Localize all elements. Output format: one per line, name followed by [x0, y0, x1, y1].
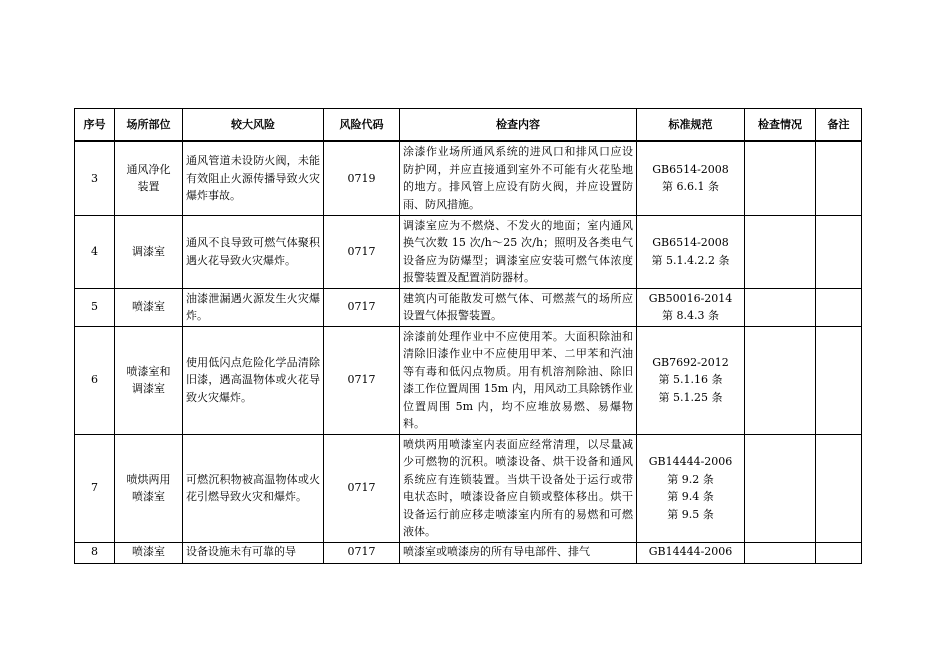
- row-note: [816, 434, 862, 542]
- row-no: 5: [75, 288, 115, 326]
- row-place: 喷漆室和 调漆室: [115, 326, 183, 434]
- table-row: [75, 215, 862, 288]
- row-place: 通风净化 装置: [115, 141, 183, 215]
- row-status: [745, 542, 816, 563]
- row-code: 0719: [324, 141, 400, 215]
- row-no: 3: [75, 141, 115, 215]
- row-note: [816, 288, 862, 326]
- row-status: [745, 215, 816, 288]
- header-code: 风险代码: [324, 109, 400, 142]
- row-content: 建筑内可能散发可燃气体、可燃蒸气的场所应设置气体报警装置。: [400, 288, 637, 326]
- row-note: [816, 326, 862, 434]
- table-row: [75, 141, 862, 215]
- row-no: 6: [75, 326, 115, 434]
- table-row: [75, 326, 862, 434]
- row-status: [745, 141, 816, 215]
- row-code: 0717: [324, 288, 400, 326]
- row-code: 0717: [324, 215, 400, 288]
- header-risk: 较大风险: [183, 109, 324, 142]
- row-place: 调漆室: [115, 215, 183, 288]
- row-content: 调漆室应为不燃烧、不发火的地面；室内通风换气次数 15 次/h～25 次/h；照明及各类电气设备应为防爆型；调漆室应安装可燃气体浓度报警装置及配置消防器材。: [400, 215, 637, 288]
- row-code: 0717: [324, 434, 400, 542]
- row-place: 喷漆室: [115, 288, 183, 326]
- risk-inspection-table: [74, 108, 862, 564]
- header-status: 检查情况: [745, 109, 816, 142]
- row-place: 喷烘两用 喷漆室: [115, 434, 183, 542]
- row-status: [745, 434, 816, 542]
- row-risk: 使用低闪点危险化学品清除旧漆，遇高温物体或火花导致火灾爆炸。: [183, 326, 324, 434]
- row-standard: GB14444-2006: [637, 542, 745, 563]
- table-row: [75, 542, 862, 563]
- header-content: 检查内容: [400, 109, 637, 142]
- header-place: 场所部位: [115, 109, 183, 142]
- row-risk: 可燃沉积物被高温物体或火花引燃导致火灾和爆炸。: [183, 434, 324, 542]
- row-standard: GB6514-2008 第 6.6.1 条: [637, 141, 745, 215]
- row-content: 涂漆作业场所通风系统的进风口和排风口应设防护网，并应直接通到室外不可能有火花坠地的地方。排风管上应设有防火阀，并应设置防雨、防风措施。: [400, 141, 637, 215]
- row-note: [816, 542, 862, 563]
- row-standard: GB14444-2006 第 9.2 条 第 9.4 条 第 9.5 条: [637, 434, 745, 542]
- row-standard: GB50016-2014 第 8.4.3 条: [637, 288, 745, 326]
- row-risk: 通风不良导致可燃气体聚积遇火花导致火灾爆炸。: [183, 215, 324, 288]
- row-content: 喷漆室或喷漆房的所有导电部件、排气: [400, 542, 637, 563]
- row-risk: 设备设施未有可靠的导: [183, 542, 324, 563]
- header-standard: 标准规范: [637, 109, 745, 142]
- row-place: 喷漆室: [115, 542, 183, 563]
- row-no: 4: [75, 215, 115, 288]
- row-note: [816, 141, 862, 215]
- table-header-row: [75, 109, 862, 142]
- row-content: 涂漆前处理作业中不应使用苯。大面积除油和清除旧漆作业中不应使用甲苯、二甲苯和汽油等有毒和低闪点物质。用有机溶剂除油、除旧漆工作位置周围 15m 内，用风动工具除锈作业位置周围 5m 内，均不应堆放易燃、易爆物料。: [400, 326, 637, 434]
- row-code: 0717: [324, 326, 400, 434]
- row-status: [745, 288, 816, 326]
- header-no: 序号: [75, 109, 115, 142]
- row-risk: 油漆泄漏遇火源发生火灾爆炸。: [183, 288, 324, 326]
- table-row: [75, 434, 862, 542]
- row-code: 0717: [324, 542, 400, 563]
- row-no: 7: [75, 434, 115, 542]
- row-standard: GB6514-2008 第 5.1.4.2.2 条: [637, 215, 745, 288]
- row-no: 8: [75, 542, 115, 563]
- row-note: [816, 215, 862, 288]
- row-standard: GB7692-2012 第 5.1.16 条 第 5.1.25 条: [637, 326, 745, 434]
- row-risk: 通风管道未设防火阀，未能有效阻止火源传播导致火灾爆炸事故。: [183, 141, 324, 215]
- table-row: [75, 288, 862, 326]
- header-note: 备注: [816, 109, 862, 142]
- row-content: 喷烘两用喷漆室内表面应经常清理，以尽量减少可燃物的沉积。喷漆设备、烘干设备和通风系统应有连锁装置。当烘干设备处于运行或带电状态时，喷漆设备应自锁或整体移出。烘干设备运行前应移走喷漆室内所有的易燃和可燃液体。: [400, 434, 637, 542]
- row-status: [745, 326, 816, 434]
